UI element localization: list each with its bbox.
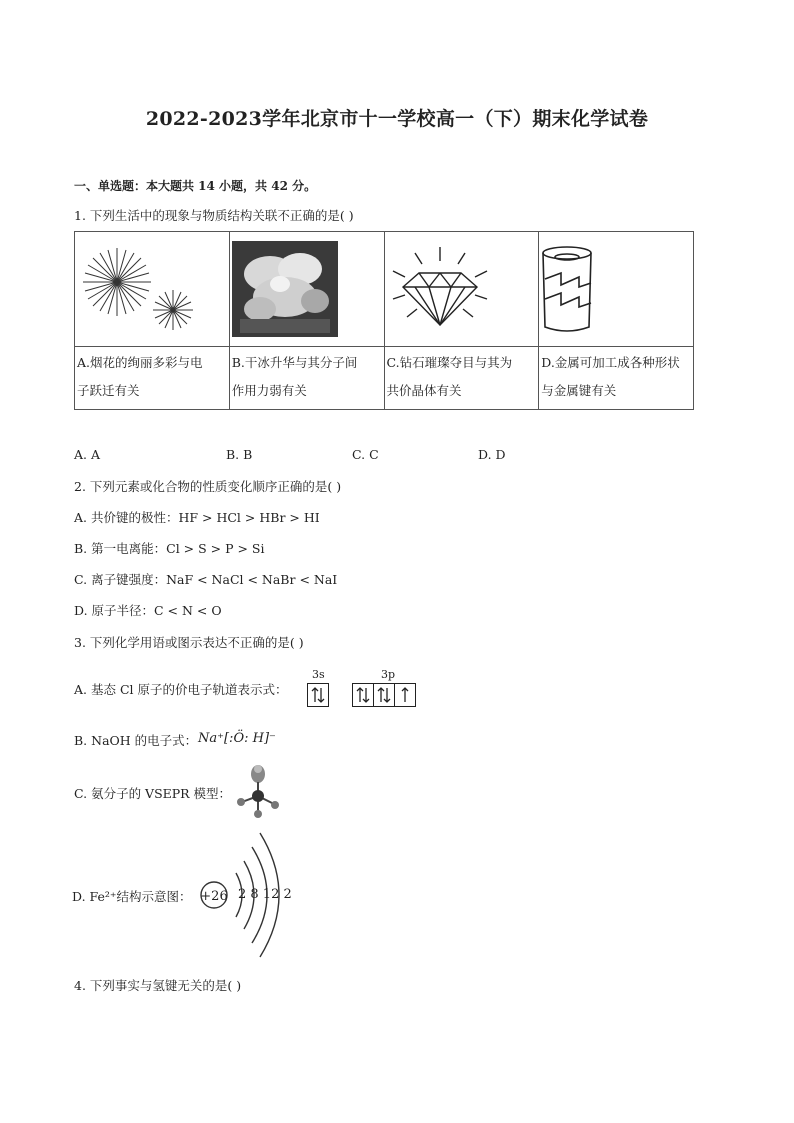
q1-image-table <box>74 231 694 410</box>
page-title: 2022-2023学年北京市十一学校高一（下）期末化学试卷 <box>145 108 649 130</box>
fireworks-icon <box>75 234 219 344</box>
q1-option-d[interactable]: D. D <box>478 447 506 462</box>
orbital-3p-box <box>352 683 416 707</box>
orbital-3p-label: 3p <box>381 668 396 681</box>
q2-option-d[interactable]: D. 原子半径：C < N < O <box>74 603 222 618</box>
q1-cell-b-image <box>229 232 384 347</box>
q3-option-b[interactable]: B. NaOH 的电子式： <box>74 733 198 748</box>
fe2-structure-diagram <box>198 828 302 970</box>
orbital-paired-icon <box>374 684 395 706</box>
q1-caption-d: D.金属可加工成各种形状 与金属键有关 <box>539 347 694 410</box>
q1-cell-c-image <box>384 232 539 347</box>
q2-option-b[interactable]: B. 第一电离能：Cl > S > P > Si <box>74 541 265 556</box>
q2-option-c[interactable]: C. 离子键强度：NaF < NaCl < NaBr < NaI <box>74 572 338 587</box>
q2-stem: 2. 下列元素或化合物的性质变化顺序正确的是( ) <box>74 479 342 494</box>
q4-stem: 4. 下列事实与氢键无关的是( ) <box>74 978 242 993</box>
q1-option-c[interactable]: C. C <box>352 447 379 462</box>
q1-option-b[interactable]: B. B <box>226 447 253 462</box>
q2-option-a[interactable]: A. 共价键的极性：HF > HCl > HBr > HI <box>74 510 320 525</box>
orbital-3s-box <box>307 683 329 707</box>
q3-option-a[interactable]: A. 基态 Cl 原子的价电子轨道表示式： <box>74 682 288 697</box>
q1-caption-a: A.烟花的绚丽多彩与电 子跃迁有关 <box>75 347 230 410</box>
q1-stem: 1. 下列生活中的现象与物质结构关联不正确的是( ) <box>74 208 354 223</box>
q1-caption-c: C.钻石璀璨夺目与其为 共价晶体有关 <box>384 347 539 410</box>
can-icon <box>539 239 699 339</box>
diamond-icon <box>385 239 495 339</box>
q1-option-a[interactable]: A. A <box>74 447 101 462</box>
q1-cell-a-image <box>75 232 230 347</box>
ammonia-vsepr-model-icon <box>234 764 284 820</box>
orbital-paired-icon <box>353 684 374 706</box>
orbital-single-up-icon <box>395 684 415 706</box>
q1-cell-d-image <box>539 232 694 347</box>
q3-option-d[interactable]: D. Fe²⁺结构示意图： <box>72 889 192 904</box>
electron-shells: 2 8 12 2 <box>238 887 292 902</box>
q3-option-c[interactable]: C. 氨分子的 VSEPR 模型： <box>74 786 232 801</box>
nucleus-charge: +26 <box>200 889 228 904</box>
orbital-3s-label: 3s <box>312 668 325 681</box>
section-heading: 一、单选题：本大题共 14 小题，共 42 分。 <box>74 179 317 193</box>
q1-caption-b: B.干冰升华与其分子间 作用力弱有关 <box>229 347 384 410</box>
q3-stem: 3. 下列化学用语或图示表达不正确的是( ) <box>74 635 304 650</box>
dry-ice-photo <box>230 239 340 339</box>
orbital-paired-icon <box>308 684 328 706</box>
naoh-electron-formula: Na⁺[:Ö: H]⁻ <box>198 731 276 746</box>
